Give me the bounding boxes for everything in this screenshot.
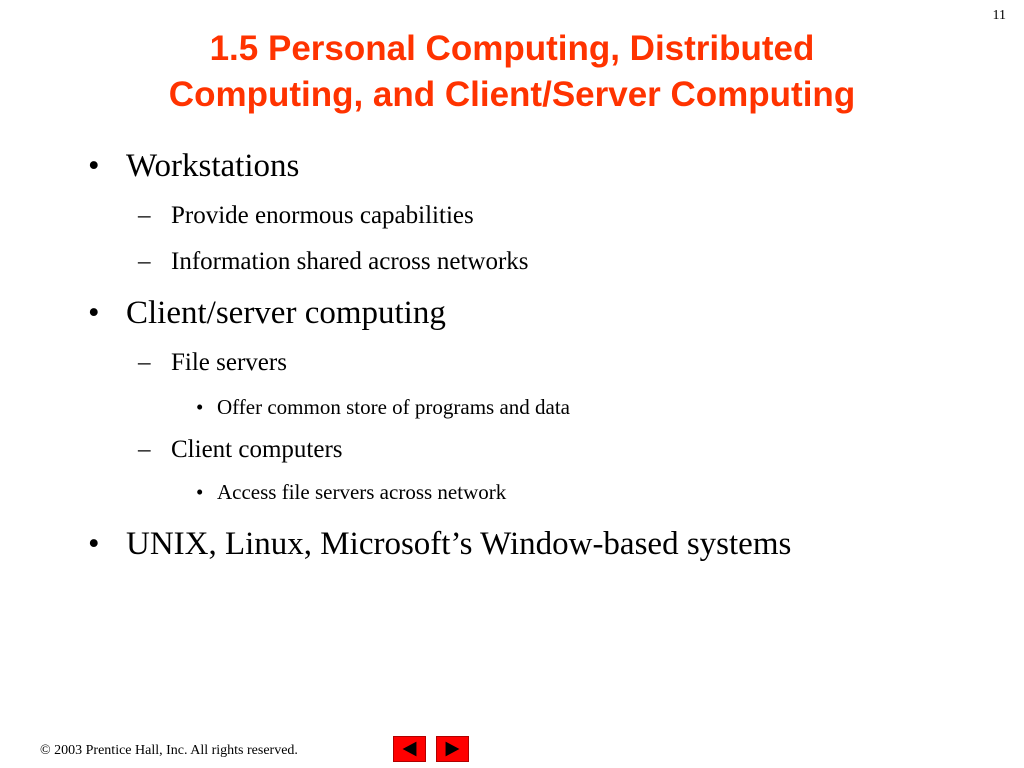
bullet-marker: • bbox=[196, 395, 204, 419]
sub-sub-bullet-text: Access file servers across network bbox=[217, 480, 507, 504]
previous-slide-button[interactable] bbox=[393, 736, 426, 762]
sub-bullet-client-computers bbox=[138, 436, 343, 464]
bullet-marker: • bbox=[196, 480, 204, 504]
sub-bullet-text: Information shared across networks bbox=[171, 248, 529, 275]
slide-title-line-1: 1.5 Personal Computing, Distributed bbox=[209, 29, 815, 68]
dash-marker: – bbox=[138, 248, 151, 275]
bullet-marker: • bbox=[88, 148, 100, 184]
sub-sub-bullet-access-file-servers bbox=[196, 480, 507, 505]
sub-bullet-text: File servers bbox=[171, 349, 287, 376]
triangle-left-icon bbox=[394, 737, 425, 761]
bullet-text: UNIX, Linux, Microsoft’s Window-based systems bbox=[126, 526, 792, 562]
bullet-marker: • bbox=[88, 295, 100, 331]
bullet-text: Workstations bbox=[126, 148, 300, 184]
dash-marker: – bbox=[138, 202, 151, 229]
bullet-marker: • bbox=[88, 526, 100, 562]
sub-bullet-provide-capabilities bbox=[138, 202, 474, 230]
copyright-notice: © 2003 Prentice Hall, Inc. All rights reserved. bbox=[40, 743, 298, 758]
slide-title-line-2: Computing, and Client/Server Computing bbox=[168, 75, 856, 114]
next-slide-button[interactable] bbox=[436, 736, 469, 762]
sub-bullet-info-shared bbox=[138, 248, 529, 276]
bullet-text: Client/server computing bbox=[126, 295, 446, 331]
sub-bullet-file-servers bbox=[138, 349, 287, 377]
sub-bullet-text: Provide enormous capabilities bbox=[171, 202, 474, 229]
sub-sub-bullet-text: Offer common store of programs and data bbox=[217, 395, 571, 419]
dash-marker: – bbox=[138, 349, 151, 376]
bullet-unix-linux bbox=[88, 526, 792, 563]
triangle-right-icon bbox=[437, 737, 468, 761]
bullet-workstations bbox=[88, 148, 300, 185]
bullet-client-server bbox=[88, 295, 446, 332]
sub-bullet-text: Client computers bbox=[171, 436, 343, 463]
sub-sub-bullet-offer-store bbox=[196, 395, 571, 420]
dash-marker: – bbox=[138, 436, 151, 463]
page-number: 11 bbox=[992, 8, 1006, 23]
